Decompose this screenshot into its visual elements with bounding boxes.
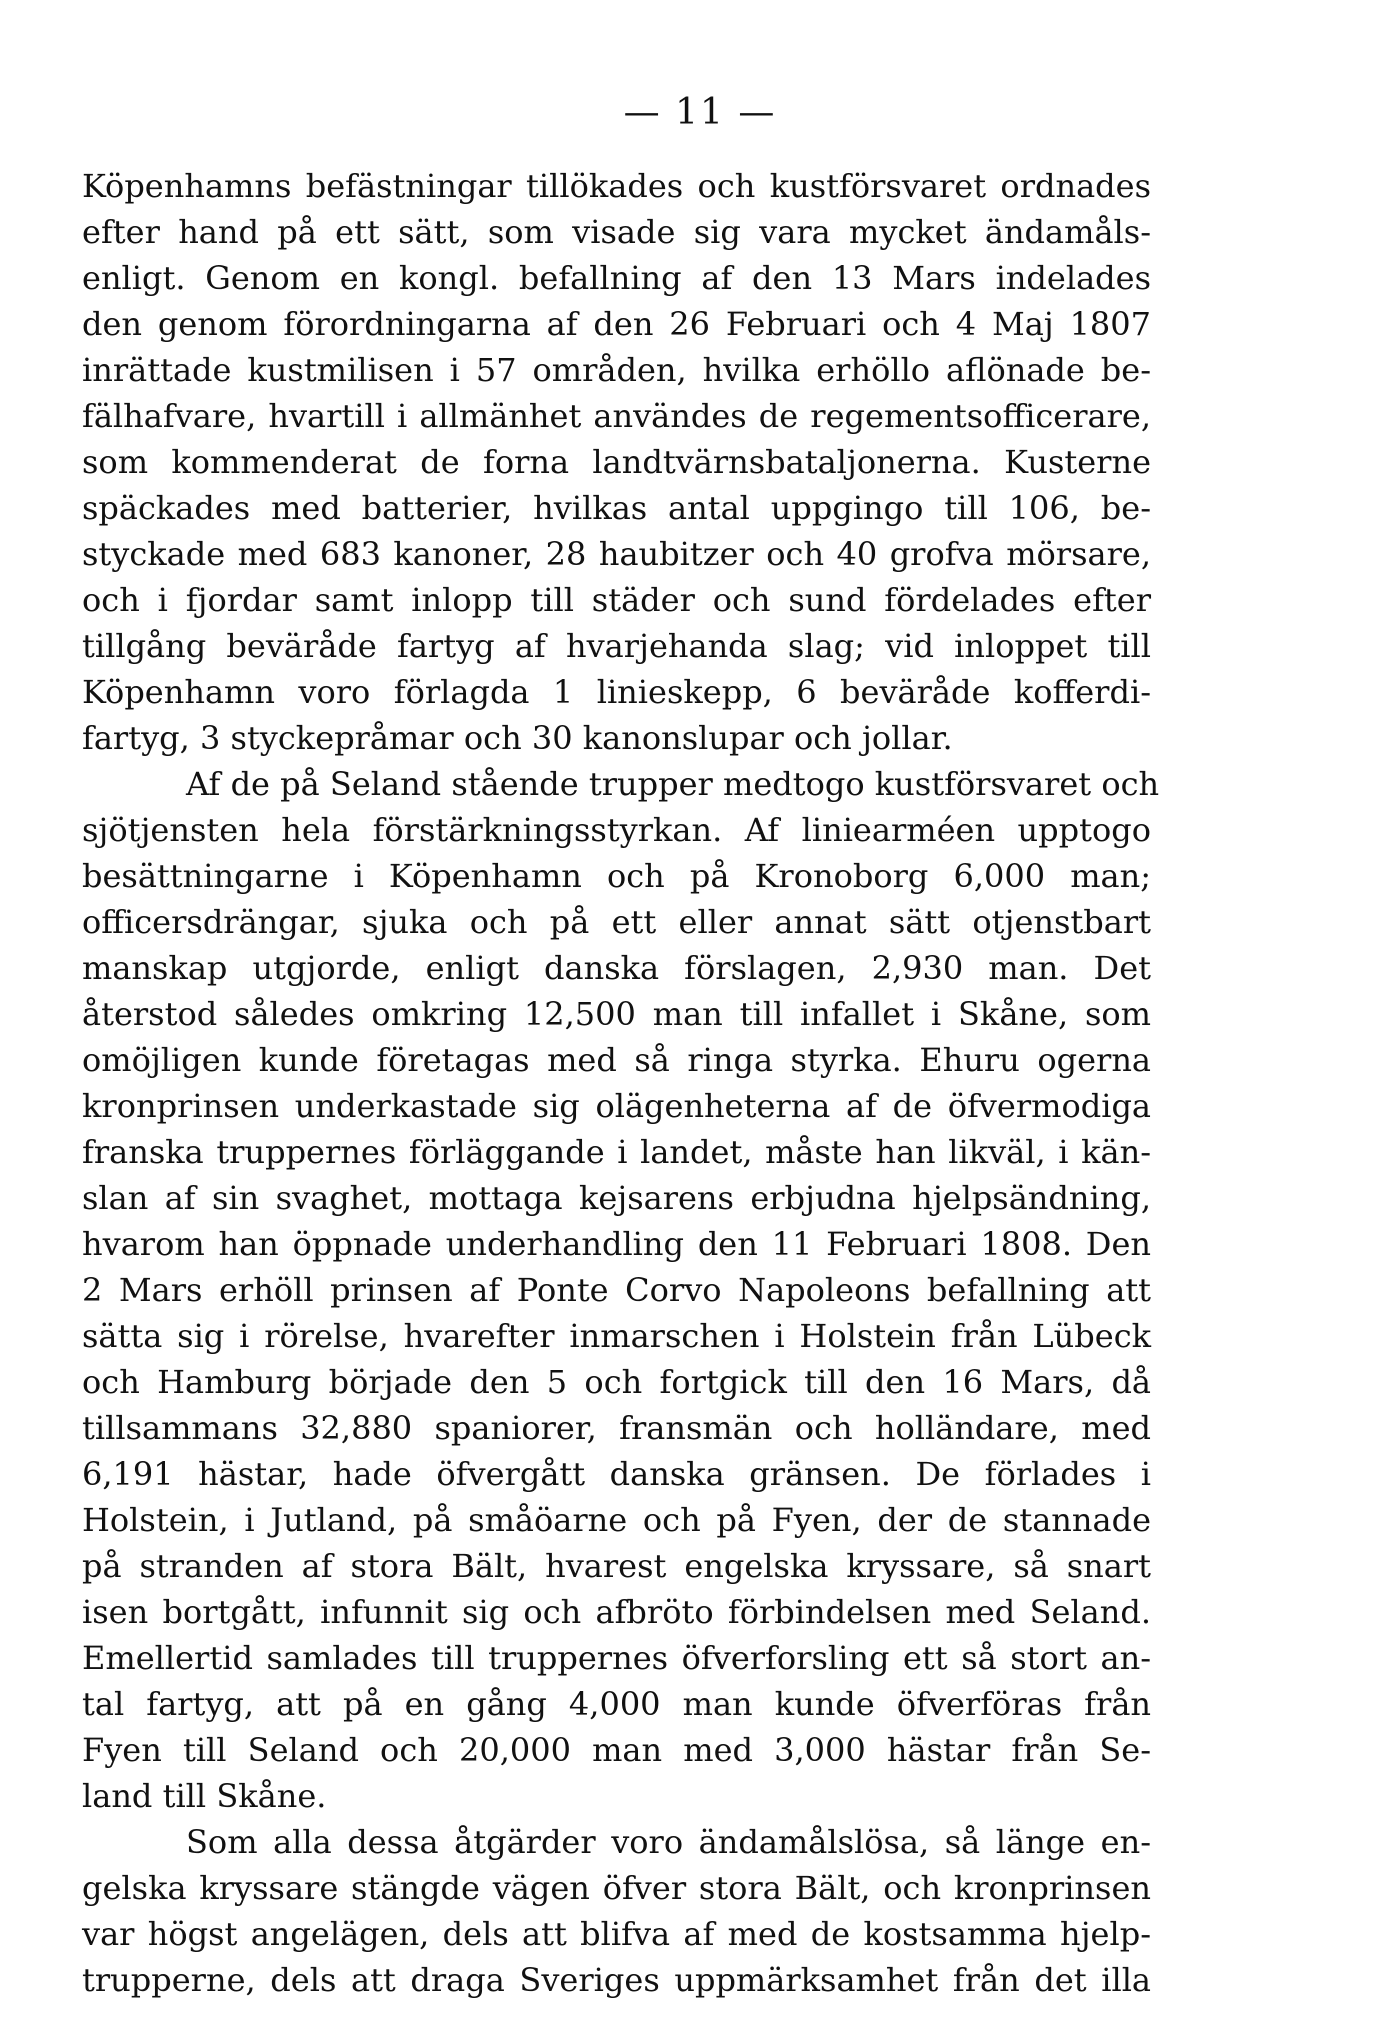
page-number: — 11 — <box>623 92 777 133</box>
text-line: efter hand på ett sätt, som visade sig vara mycket ändamåls- <box>82 213 1151 251</box>
body-text <box>82 163 1160 2003</box>
text-line: sätta sig i rörelse, hvarefter inmarschen i Holstein från Lübeck <box>82 1317 1151 1355</box>
paragraph <box>82 1819 1151 2003</box>
text-line: som kommenderat de forna landtvärnsbataljonerna. Kusterne <box>82 443 1151 481</box>
text-line: Emellertid samlades till truppernes öfverforsling ett så stort an- <box>82 1639 1151 1677</box>
text-line: franska truppernes förläggande i landet, måste han likväl, i kän- <box>82 1133 1151 1171</box>
text-line: fälhafvare, hvartill i allmänhet användes de regementsofficerare, <box>82 397 1151 435</box>
paragraph <box>82 163 1151 761</box>
paragraph <box>82 761 1160 1819</box>
text-line: 2 Mars erhöll prinsen af Ponte Corvo Napoleons befallning att <box>82 1271 1151 1309</box>
text-line: tillgång beväråde fartyg af hvarjehanda slag; vid inloppet till <box>82 627 1151 665</box>
text-line: fartyg, 3 styckepråmar och 30 kanonslupar och jollar. <box>82 719 953 757</box>
text-line: gelska kryssare stängde vägen öfver stora Bält, och kronprinsen <box>82 1869 1151 1907</box>
text-line: späckades med batterier, hvilkas antal uppgingo till 106, be- <box>82 489 1151 527</box>
text-line: och i fjordar samt inlopp till städer och sund fördelades efter <box>82 581 1151 619</box>
text-line: besättningarne i Köpenhamn och på Kronoborg 6,000 man; <box>82 857 1151 895</box>
text-line: 6,191 hästar, hade öfvergått danska gränsen. De förlades i <box>82 1455 1151 1493</box>
text-line: var högst angelägen, dels att blifva af med de kostsamma hjelp- <box>82 1915 1151 1953</box>
text-line: tal fartyg, att på en gång 4,000 man kunde öfverföras från <box>82 1685 1151 1723</box>
text-line: kronprinsen underkastade sig olägenheterna af de öfvermodiga <box>82 1087 1151 1125</box>
text-line: Köpenhamn voro förlagda 1 linieskepp, 6 beväråde kofferdi- <box>82 673 1151 711</box>
text-line: isen bortgått, infunnit sig och afbröto förbindelsen med Seland. <box>82 1593 1151 1631</box>
text-line: inrättade kustmilisen i 57 områden, hvilka erhöllo aflönade be- <box>82 351 1151 389</box>
text-line: trupperne, dels att draga Sveriges uppmärksamhet från det illa <box>82 1961 1151 1999</box>
text-line: manskap utgjorde, enligt danska förslagen, 2,930 man. Det <box>82 949 1151 987</box>
text-line: sjötjensten hela förstärkningsstyrkan. Af liniearméen upptogo <box>82 811 1151 849</box>
text-line: Fyen till Seland och 20,000 man med 3,000 hästar från Se- <box>82 1731 1151 1769</box>
text-line: enligt. Genom en kongl. befallning af den 13 Mars indelades <box>82 259 1151 297</box>
text-line: Holstein, i Jutland, på småöarne och på Fyen, der de stannade <box>82 1501 1151 1539</box>
text-line: land till Skåne. <box>82 1777 327 1815</box>
text-line: hvarom han öppnade underhandling den 11 Februari 1808. Den <box>82 1225 1151 1263</box>
text-line: Af de på Seland stående trupper medtogo kustförsvaret och <box>186 765 1160 803</box>
text-line: på stranden af stora Bält, hvarest engelska kryssare, så snart <box>82 1547 1151 1585</box>
text-line: slan af sin svaghet, mottaga kejsarens erbjudna hjelpsändning, <box>82 1179 1151 1217</box>
text-line: den genom förordningarna af den 26 Februari och 4 Maj 1807 <box>82 305 1151 343</box>
text-line: Köpenhamns befästningar tillökades och kustförsvaret ordnades <box>82 167 1151 205</box>
text-line: och Hamburg började den 5 och fortgick till den 16 Mars, då <box>82 1363 1151 1401</box>
text-line: officersdrängar, sjuka och på ett eller annat sätt otjenstbart <box>82 903 1151 941</box>
text-line: styckade med 683 kanoner, 28 haubitzer och 40 grofva mörsare, <box>82 535 1151 573</box>
text-line: tillsammans 32,880 spaniorer, fransmän och holländare, med <box>82 1409 1151 1447</box>
text-line: återstod således omkring 12,500 man till infallet i Skåne, som <box>82 995 1151 1033</box>
text-line: Som alla dessa åtgärder voro ändamålslösa, så länge en- <box>186 1823 1151 1861</box>
text-line: omöjligen kunde företagas med så ringa styrka. Ehuru ogerna <box>82 1041 1151 1079</box>
